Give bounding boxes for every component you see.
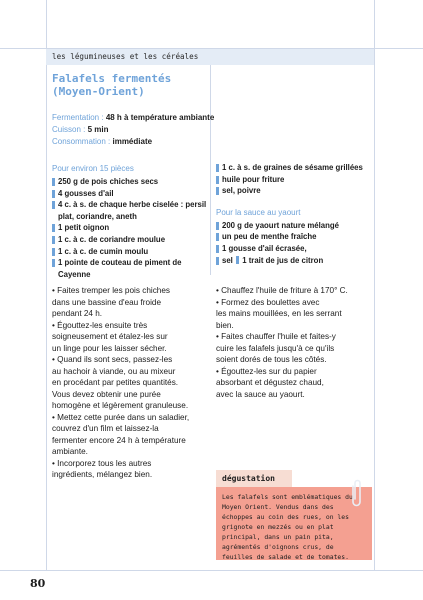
ingredient-item: 250 g de pois chiches secs <box>52 176 208 188</box>
ingredient-item: 1 petit oignon <box>52 222 208 234</box>
ingredient-item: 4 gousses d'ail <box>52 188 208 200</box>
step-line: avec la sauce au yaourt. <box>216 389 305 399</box>
step-line: • Faites tremper les pois chiches <box>52 286 170 295</box>
step-line: • Faites chauffer l'huile et faites-y <box>216 332 336 341</box>
sauce-heading: Pour la sauce au yaourt <box>216 207 301 217</box>
step-line: dans une bassine d'eau froide <box>52 297 161 307</box>
step-line: un linge pour les laisser sécher. <box>52 343 167 353</box>
step-line: en procédant par petites quantités. <box>52 378 179 387</box>
ingredient-item: 1 pointe de couteau de piment de Cayenne <box>52 257 208 280</box>
right-margin-rule <box>374 0 375 570</box>
sauce-item: un peu de menthe fraîche <box>216 231 371 243</box>
meta-consommation: Consommation : immédiate <box>52 137 153 146</box>
step-line: • Mettez cette purée dans un saladier, <box>52 412 190 422</box>
sauce-item: sel 1 trait de jus de citron <box>216 255 371 267</box>
step-line: • Chauffez l'huile de friture à 170° C. <box>216 286 348 295</box>
ingredient-item: 1 c. à s. de graines de sésame grillées <box>216 162 371 174</box>
step-line: • Égouttez-les ensuite très <box>52 320 148 330</box>
recipe-meta <box>52 112 214 148</box>
degustation-text: Les falafels sont emblématiques du Moyen Orient. Vendus dans des échoppes au coin des rues, on les grignote en mezzés ou en plat principal, dans un pain pita, agrémentés d'oignons crus, de feuilles de salade et de tomates. <box>222 493 353 561</box>
step-line: ambiante. <box>52 447 88 456</box>
ingredient-item: 4 c. à s. de chaque herbe ciselée : persil <box>52 199 208 211</box>
step-line: soient dorés de tous les côtés. <box>216 355 327 364</box>
meta-cuisson: Cuisson : 5 min <box>52 125 109 134</box>
section-header: les légumineuses et les céréales <box>46 49 374 65</box>
step-line: • Quand ils sont secs, passez-les <box>52 355 173 364</box>
degustation-heading: dégustation <box>216 470 292 487</box>
ingredient-item: 1 c. à c. de coriandre moulue <box>52 234 208 246</box>
sauce-item: 200 g de yaourt nature mélangé <box>216 220 371 232</box>
recipe-title-line1: Falafels fermentés <box>52 72 172 85</box>
column-divider <box>210 65 211 275</box>
step-line: • Incorporez tous les autres <box>52 458 152 468</box>
ingredient-item: sel, poivre <box>216 185 371 197</box>
step-line: ingrédients, mélangez bien. <box>52 470 153 479</box>
recipe-title-line2: (Moyen-Orient) <box>52 85 145 98</box>
page-number: 80 <box>30 577 46 590</box>
step-line: au hachoir à viande, ou au mixeur <box>52 366 176 376</box>
sauce-list <box>216 220 371 266</box>
step-line: • Formez des boulettes avec <box>216 297 320 307</box>
step-line: soigneusement et étalez-les sur <box>52 332 168 341</box>
ingredient-item: huile pour friture <box>216 174 371 186</box>
step-line: homogène et légèrement granuleuse. <box>52 401 189 410</box>
step-line: fermenter encore 24 h à température <box>52 435 186 445</box>
step-line: pendant 24 h. <box>52 309 103 318</box>
sauce-block <box>216 207 371 266</box>
ingredients-list <box>52 176 208 280</box>
step-line: absorbant et dégustez chaud, <box>216 378 324 387</box>
ingredient-item: 1 c. à c. de cumin moulu <box>52 246 208 258</box>
sauce-item: 1 gousse d'ail écrasée, <box>216 243 371 255</box>
ingredients-list-continued <box>216 162 371 197</box>
step-line: Vous devez obtenir une purée <box>52 389 161 399</box>
step-line: les mains mouillées, en les serrant <box>216 309 342 318</box>
steps-right <box>216 285 371 400</box>
step-line: bien. <box>216 320 234 330</box>
recipe-title <box>52 72 208 98</box>
ingredient-item: plat, coriandre, aneth <box>58 211 137 221</box>
paperclip-icon <box>348 478 364 508</box>
ingredients-left <box>52 163 208 280</box>
step-line: cuire les falafels jusqu'à ce qu'ils <box>216 343 335 353</box>
ingredients-right <box>216 162 371 266</box>
marker-bar <box>236 256 239 264</box>
meta-fermentation: Fermentation : 48 h à température ambiante <box>52 113 215 122</box>
left-margin-rule <box>46 0 47 570</box>
bottom-rule <box>0 570 423 571</box>
ingredients-heading: Pour environ 15 pièces <box>52 164 134 173</box>
step-line: couvrez d'un film et laissez-la <box>52 424 159 433</box>
steps-left <box>52 285 208 481</box>
step-line: • Égouttez-les sur du papier <box>216 366 317 376</box>
